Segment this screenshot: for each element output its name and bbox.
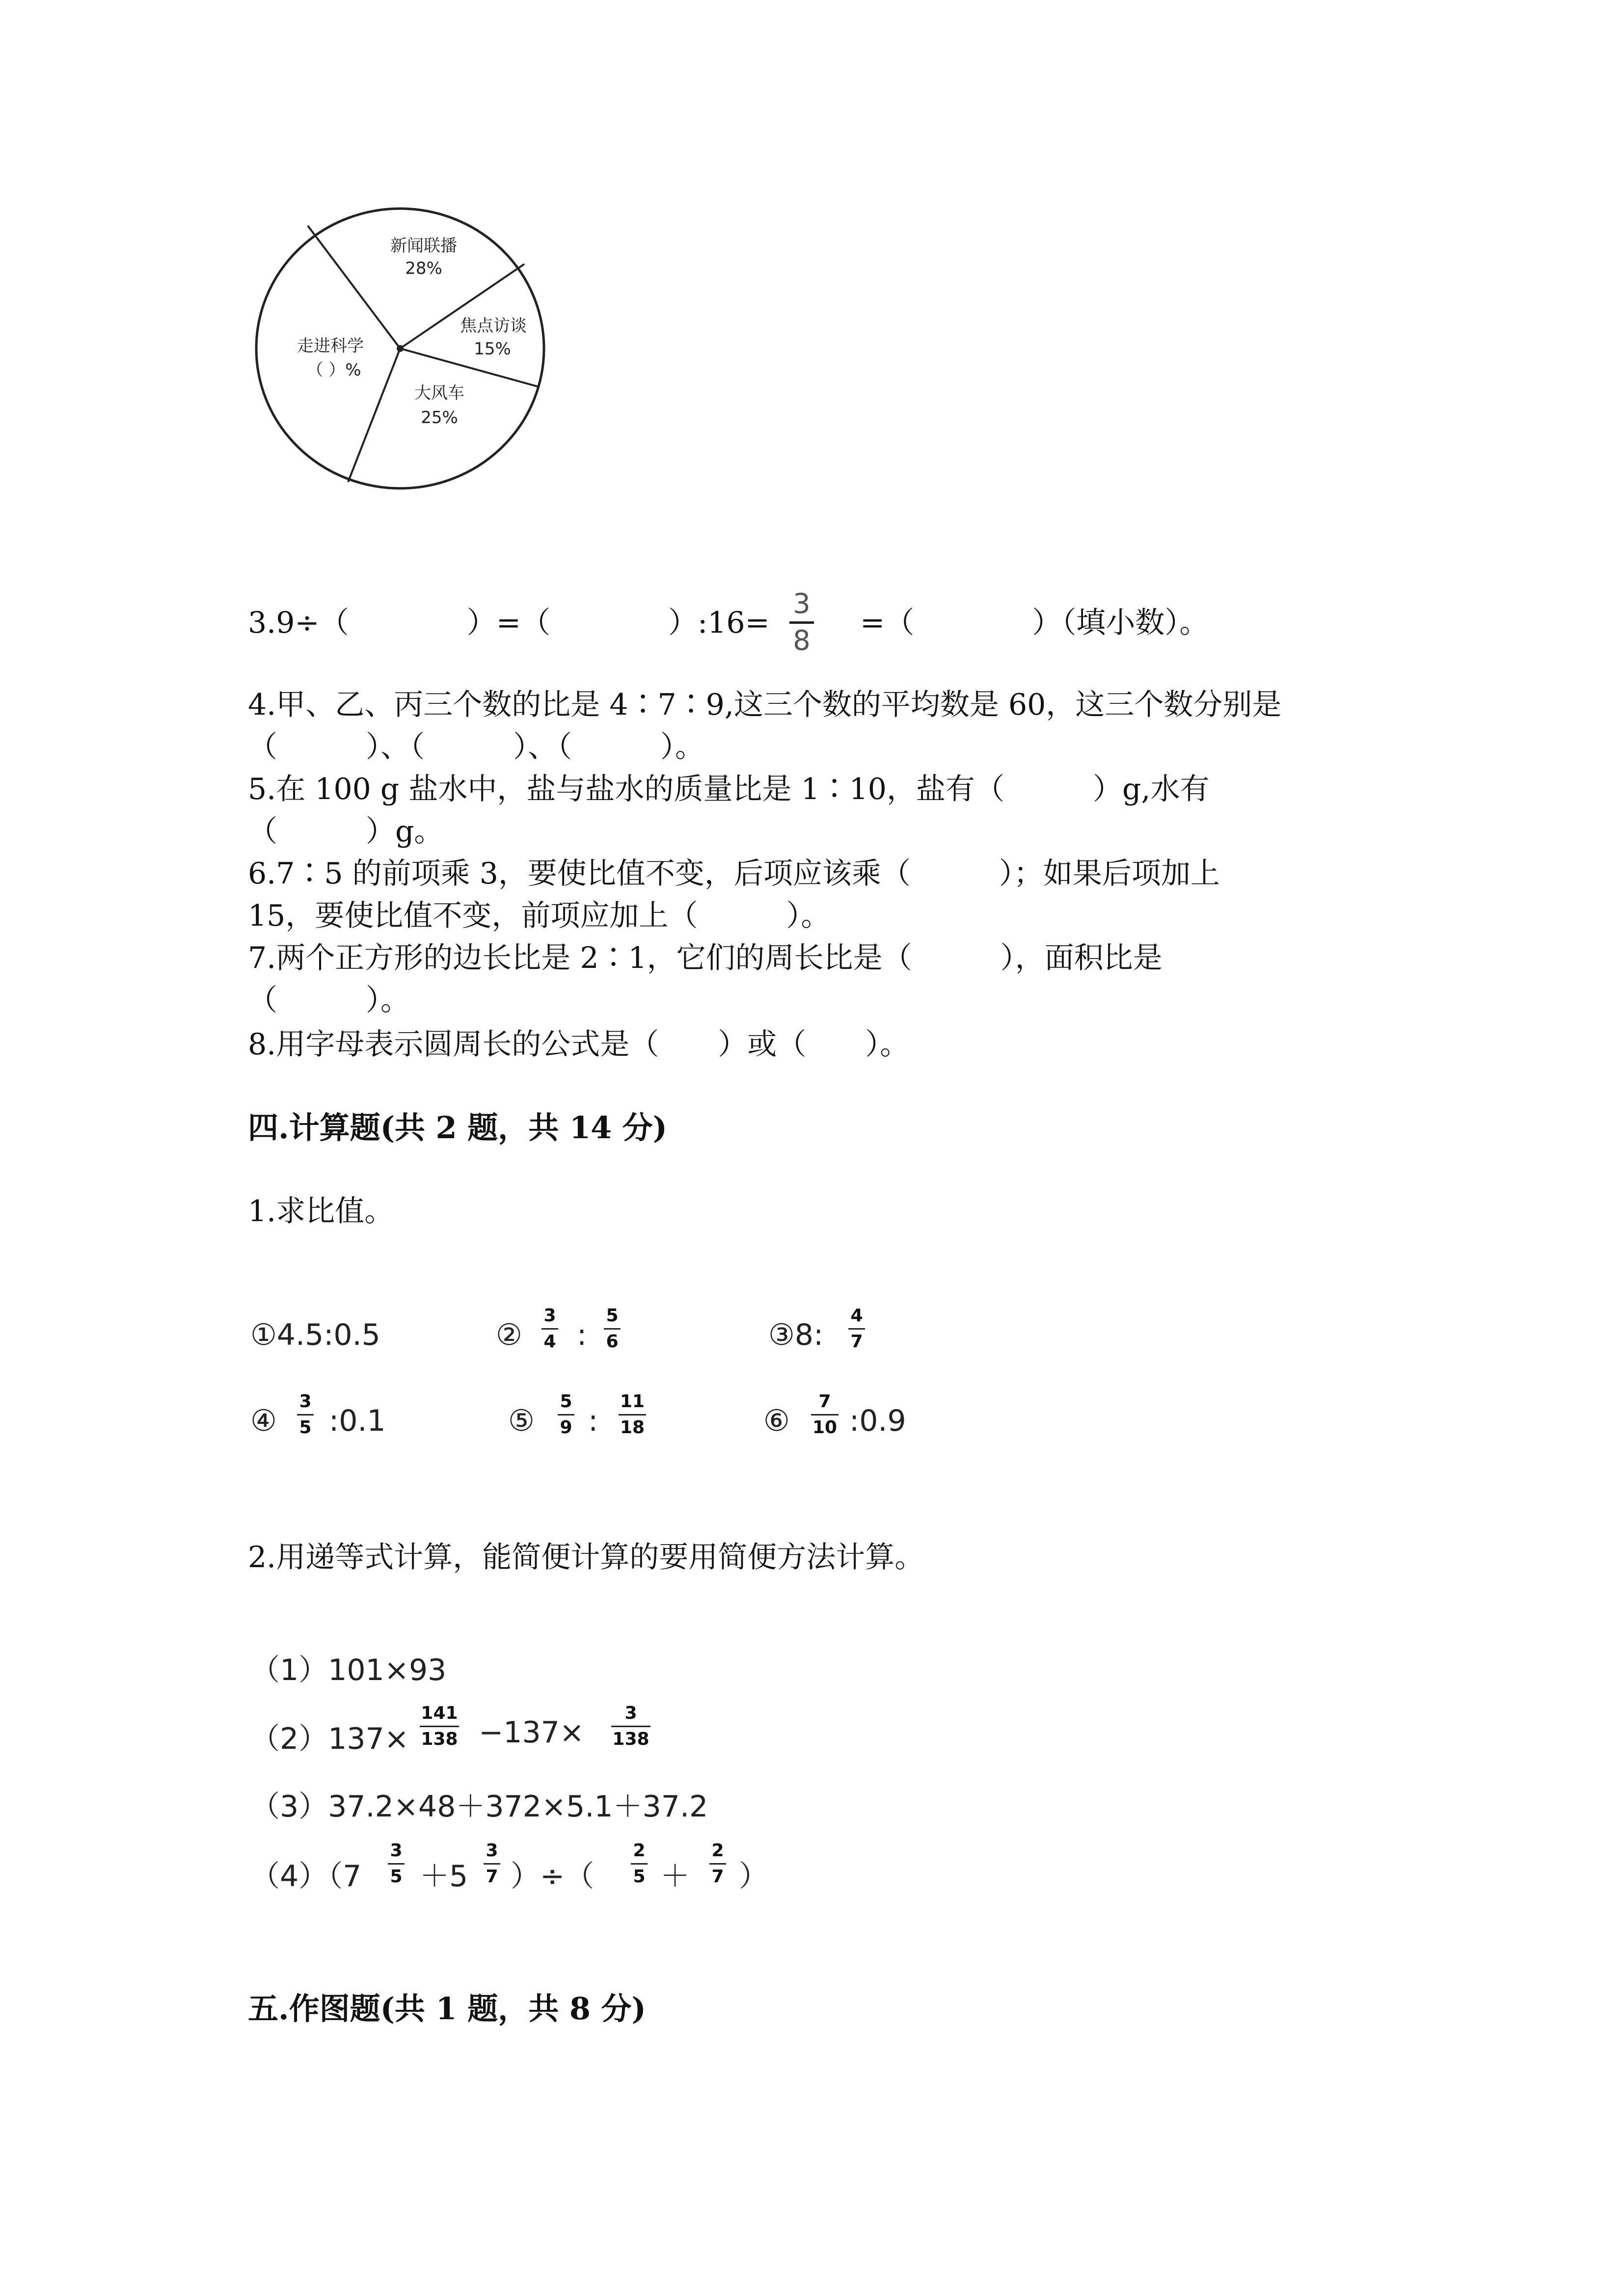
frac-bar	[611, 1726, 650, 1727]
calc1-item-4-prefix: ④	[250, 1404, 277, 1438]
frac-num: 3	[486, 1841, 498, 1861]
frac-num: 3	[543, 1306, 556, 1326]
calc1-item-2-frac-a	[541, 1306, 558, 1352]
frac-den: 138	[421, 1729, 458, 1749]
q4-line2: （ ）、（ ）、（ ）。	[248, 730, 704, 764]
slice-value-windmill: 25%	[421, 408, 458, 427]
frac-bar	[604, 1328, 621, 1330]
calc2-expr-4-prefix: （4）（7	[250, 1859, 362, 1894]
q5-line2: （ ）g。	[248, 814, 444, 849]
frac-num: 11	[620, 1391, 645, 1412]
frac-bar	[388, 1863, 405, 1865]
calc1-item-3-frac-b	[848, 1306, 865, 1352]
calc2-expr-2-mid: −137×	[479, 1715, 585, 1750]
calc2-expr-4-frac-2	[484, 1841, 500, 1887]
q3-frac-num: 3	[793, 588, 811, 620]
frac-num: 141	[421, 1703, 458, 1723]
frac-num: 5	[560, 1391, 572, 1412]
q3-part2: =（ ）（填小数）。	[860, 606, 1209, 640]
calc1-item-1: ①4.5:0.5	[250, 1318, 380, 1352]
frac-num: 3	[390, 1841, 403, 1861]
calc1-item-6-suffix: :0.9	[849, 1404, 906, 1438]
calc1-item-2-frac-b	[604, 1306, 621, 1352]
slice-value-news: 28%	[405, 259, 442, 278]
slice-value-focus: 15%	[474, 339, 511, 359]
frac-num: 3	[299, 1391, 312, 1412]
frac-num: 4	[850, 1306, 863, 1326]
calc2-expr-2-frac-2	[611, 1703, 650, 1750]
frac-den: 5	[299, 1417, 312, 1438]
calc1-item-6-frac-a	[811, 1391, 839, 1438]
calc2-expr-4-mid1: ＋5	[420, 1859, 468, 1894]
frac-bar	[631, 1863, 648, 1865]
pie-center-dot	[397, 345, 404, 352]
slice-label-news: 新闻联播	[390, 236, 457, 256]
q4-line1: 4.甲、乙、丙三个数的比是 4∶7∶9,这三个数的平均数是 60，这三个数分别是	[248, 688, 1282, 722]
calc1-item-3-prefix: ③8:	[768, 1318, 824, 1352]
pie-chart	[248, 201, 552, 496]
calc1-item-4-suffix: :0.1	[329, 1404, 386, 1438]
frac-bar	[848, 1328, 865, 1330]
calc1-item-5-frac-b	[619, 1391, 646, 1438]
calc2-expr-4-frac-1	[388, 1841, 405, 1887]
calc2-expr-3: （3）37.2×48＋372×5.1＋37.2	[250, 1789, 708, 1824]
q7-line1: 7.两个正方形的边长比是 2∶1，它们的周长比是（ ），面积比是	[248, 941, 1163, 975]
q5-line1: 5.在 100 g 盐水中，盐与盐水的质量比是 1∶10，盐有（ ）g,水有	[248, 772, 1210, 806]
pie-divider-3	[400, 348, 539, 387]
calc2-expr-4-mid2: ）÷（	[511, 1859, 595, 1894]
calc2-expr-4-frac-4	[709, 1841, 726, 1887]
calc1-item-5-frac-a	[558, 1391, 574, 1438]
section5-heading: 五.作图题(共 1 题，共 8 分)	[248, 1991, 646, 2027]
frac-den: 5	[633, 1867, 646, 1887]
calc2-expr-4-end: ）	[739, 1859, 768, 1894]
frac-bar	[420, 1726, 459, 1727]
calc1-item-2-prefix: ②	[496, 1318, 522, 1352]
calc2-title: 2.用递等式计算，能简便计算的要用简便方法计算。	[248, 1540, 924, 1575]
frac-bar	[484, 1863, 500, 1865]
q6-line2: 15，要使比值不变，前项应加上（ ）。	[248, 899, 831, 933]
frac-num: 5	[606, 1306, 619, 1326]
frac-bar	[709, 1863, 726, 1865]
q6-line1: 6.7∶5 的前项乘 3，要使比值不变，后项应该乘（ ）；如果后项加上	[248, 856, 1220, 891]
frac-bar	[297, 1414, 314, 1415]
frac-den: 10	[812, 1417, 838, 1438]
frac-bar	[558, 1414, 574, 1415]
pie-divider-1	[308, 226, 400, 348]
q3-part1: 3.9÷（ ）=（ ）:16=	[248, 606, 770, 640]
calc2-expr-2-frac-1	[420, 1703, 459, 1750]
calc2-expr-4-frac-3	[631, 1841, 648, 1887]
frac-den: 9	[560, 1417, 572, 1438]
frac-den: 5	[390, 1867, 403, 1887]
frac-den: 4	[543, 1332, 556, 1352]
frac-den: 138	[612, 1729, 650, 1749]
section4-heading: 四.计算题(共 2 题，共 14 分)	[248, 1110, 668, 1146]
q7-line2: （ ）。	[248, 983, 410, 1017]
frac-den: 6	[606, 1332, 619, 1352]
calc1-item-6-prefix: ⑥	[763, 1404, 790, 1438]
q8-line1: 8.用字母表示圆周长的公式是（ ）或（ ）。	[248, 1027, 910, 1062]
slice-label-focus: 焦点访谈	[460, 316, 527, 336]
calc2-expr-1: （1）101×93	[250, 1653, 447, 1687]
q3-frac-bar	[789, 621, 814, 624]
frac-den: 7	[850, 1332, 863, 1352]
frac-num: 3	[624, 1703, 637, 1723]
q3-frac-den: 8	[793, 625, 811, 657]
frac-bar	[811, 1414, 839, 1415]
slice-value-science: （ ）%	[306, 360, 361, 380]
frac-num: 2	[633, 1841, 646, 1861]
frac-bar	[619, 1414, 646, 1415]
calc1-item-4-frac-a	[297, 1391, 314, 1438]
slice-label-windmill: 大风车	[414, 383, 464, 403]
calc2-expr-2-prefix: （2）137×	[250, 1722, 409, 1756]
q3-fraction	[789, 589, 814, 656]
calc1-title: 1.求比值。	[248, 1194, 394, 1228]
calc1-item-5-sep: :	[588, 1404, 598, 1438]
frac-bar	[541, 1328, 558, 1330]
frac-den: 7	[711, 1867, 724, 1887]
frac-num: 7	[818, 1391, 831, 1412]
calc1-item-5-prefix: ⑤	[508, 1404, 535, 1438]
slice-label-science: 走进科学	[297, 336, 364, 356]
calc2-expr-4-plus: ＋	[660, 1859, 690, 1894]
frac-den: 18	[620, 1417, 645, 1438]
frac-num: 2	[711, 1841, 724, 1861]
calc1-item-2-sep: :	[577, 1318, 587, 1352]
frac-den: 7	[486, 1867, 498, 1887]
